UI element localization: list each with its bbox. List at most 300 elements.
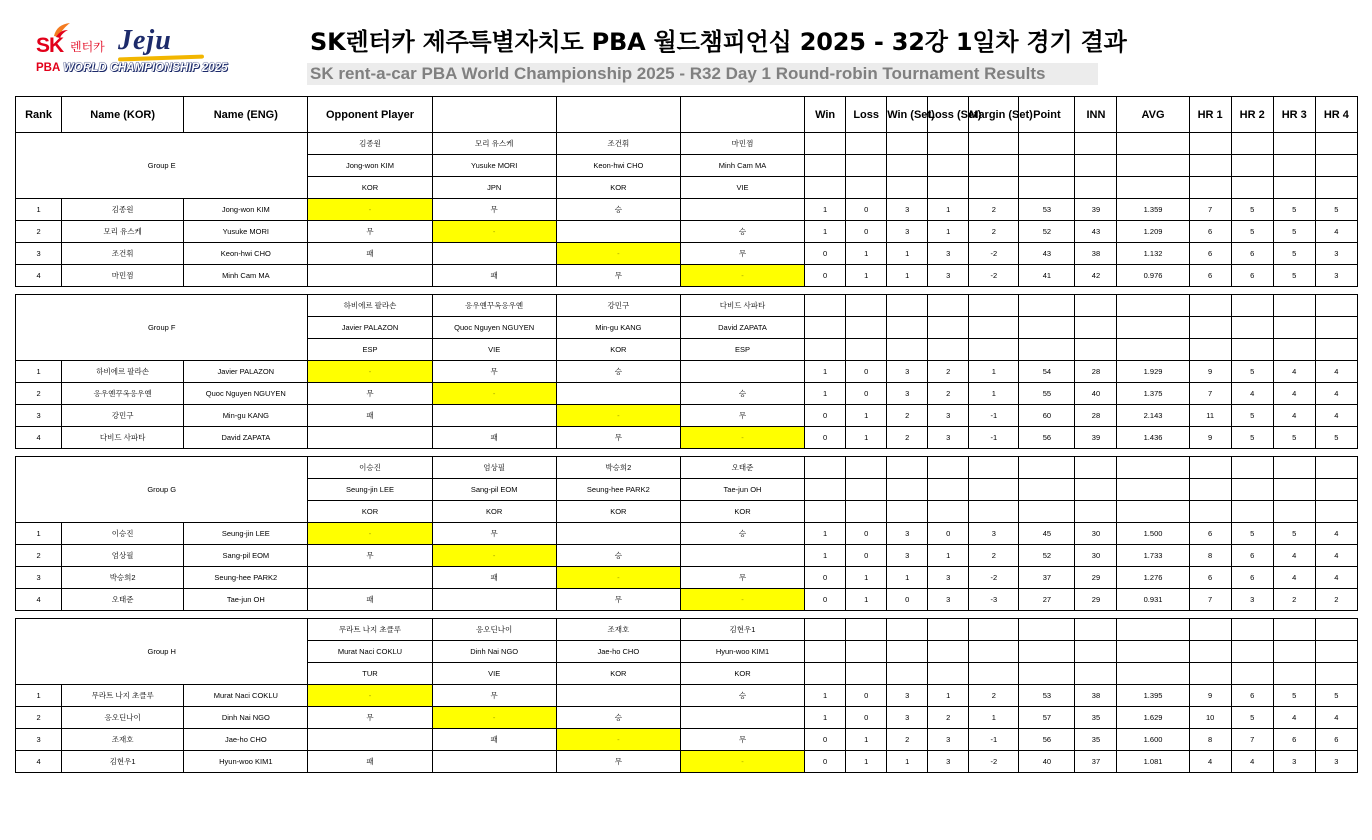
avg-cell: 1.081 xyxy=(1117,751,1189,773)
empty-stat-cell xyxy=(1019,317,1075,339)
margin-cell: -2 xyxy=(969,265,1019,287)
lset-cell: 1 xyxy=(928,221,969,243)
group-name: Group H xyxy=(16,619,308,685)
wset-cell: 3 xyxy=(887,199,928,221)
hr2-cell: 5 xyxy=(1231,707,1273,729)
match-result-cell: 패 xyxy=(432,427,556,449)
match-result-cell: 승 xyxy=(680,523,804,545)
empty-stat-cell xyxy=(1019,155,1075,177)
empty-stat-cell xyxy=(846,295,887,317)
hr3-cell: 5 xyxy=(1273,221,1315,243)
hr2-cell: 5 xyxy=(1231,523,1273,545)
win-cell: 1 xyxy=(805,199,846,221)
empty-stat-cell xyxy=(1315,339,1357,361)
loss-cell: 0 xyxy=(846,199,887,221)
margin-cell: 2 xyxy=(969,545,1019,567)
name-kor-cell: 하비에르 팔라손 xyxy=(62,361,184,383)
match-result-cell: 패 xyxy=(432,265,556,287)
win-cell: 1 xyxy=(805,221,846,243)
lset-cell: 3 xyxy=(928,567,969,589)
column-header xyxy=(432,97,556,133)
hr1-cell: 7 xyxy=(1189,383,1231,405)
wset-cell: 3 xyxy=(887,545,928,567)
margin-cell: 2 xyxy=(969,685,1019,707)
loss-cell: 1 xyxy=(846,729,887,751)
column-header: Loss (Set) xyxy=(928,97,969,133)
name-eng-cell: Yusuke MORI xyxy=(184,221,308,243)
results-table xyxy=(15,96,1358,773)
empty-stat-cell xyxy=(1315,317,1357,339)
table-row xyxy=(16,523,1358,545)
empty-stat-cell xyxy=(1075,133,1117,155)
empty-stat-cell xyxy=(969,619,1019,641)
wset-cell: 2 xyxy=(887,729,928,751)
win-cell: 1 xyxy=(805,685,846,707)
empty-stat-cell xyxy=(805,619,846,641)
hr3-cell: 5 xyxy=(1273,685,1315,707)
empty-stat-cell xyxy=(1315,663,1357,685)
wset-cell: 1 xyxy=(887,265,928,287)
empty-stat-cell xyxy=(1189,339,1231,361)
rank-cell: 4 xyxy=(16,427,62,449)
avg-cell: 1.276 xyxy=(1117,567,1189,589)
opponent-header-cell: KOR xyxy=(308,501,432,523)
empty-stat-cell xyxy=(1273,663,1315,685)
opponent-header-cell: 박승희2 xyxy=(556,457,680,479)
margin-cell: 1 xyxy=(969,383,1019,405)
hr1-cell: 7 xyxy=(1189,199,1231,221)
name-eng-cell: Seung-jin LEE xyxy=(184,523,308,545)
hr3-cell: 5 xyxy=(1273,523,1315,545)
match-result-cell xyxy=(432,589,556,611)
loss-cell: 1 xyxy=(846,265,887,287)
point-cell: 27 xyxy=(1019,589,1075,611)
point-cell: 37 xyxy=(1019,567,1075,589)
wset-cell: 3 xyxy=(887,685,928,707)
match-result-cell xyxy=(556,221,680,243)
column-header: Point xyxy=(1019,97,1075,133)
loss-cell: 1 xyxy=(846,405,887,427)
match-result-cell xyxy=(308,427,432,449)
match-result-cell: 무 xyxy=(680,405,804,427)
group-name: Group E xyxy=(16,133,308,199)
name-kor-cell: 조재호 xyxy=(62,729,184,751)
name-eng-cell: Murat Naci COKLU xyxy=(184,685,308,707)
column-header: HR 2 xyxy=(1231,97,1273,133)
avg-cell: 0.931 xyxy=(1117,589,1189,611)
opponent-header-cell: 다비드 사파타 xyxy=(680,295,804,317)
empty-stat-cell xyxy=(1231,339,1273,361)
opponent-header-cell: 김현우1 xyxy=(680,619,804,641)
inn-cell: 40 xyxy=(1075,383,1117,405)
hr4-cell: 6 xyxy=(1315,729,1357,751)
wset-cell: 3 xyxy=(887,361,928,383)
hr2-cell: 4 xyxy=(1231,383,1273,405)
loss-cell: 0 xyxy=(846,361,887,383)
empty-stat-cell xyxy=(1273,177,1315,199)
opponent-header-cell: 김종원 xyxy=(308,133,432,155)
hr1-cell: 6 xyxy=(1189,243,1231,265)
lset-cell: 1 xyxy=(928,685,969,707)
rank-cell: 4 xyxy=(16,589,62,611)
self-match-cell: - xyxy=(308,685,432,707)
empty-stat-cell xyxy=(1315,177,1357,199)
empty-stat-cell xyxy=(887,339,928,361)
empty-stat-cell xyxy=(1231,641,1273,663)
hr4-cell: 3 xyxy=(1315,265,1357,287)
opponent-header-cell: Jong-won KIM xyxy=(308,155,432,177)
match-result-cell: 무 xyxy=(556,589,680,611)
lset-cell: 3 xyxy=(928,427,969,449)
match-result-cell: 승 xyxy=(556,707,680,729)
empty-stat-cell xyxy=(887,155,928,177)
loss-cell: 1 xyxy=(846,589,887,611)
empty-stat-cell xyxy=(887,295,928,317)
opponent-header-cell: Murat Naci COKLU xyxy=(308,641,432,663)
empty-stat-cell xyxy=(887,641,928,663)
empty-stat-cell xyxy=(928,177,969,199)
inn-cell: 43 xyxy=(1075,221,1117,243)
logo-jeju: Jeju xyxy=(118,25,172,56)
match-result-cell: 승 xyxy=(680,221,804,243)
empty-stat-cell xyxy=(846,479,887,501)
point-cell: 45 xyxy=(1019,523,1075,545)
self-match-cell: - xyxy=(680,265,804,287)
empty-stat-cell xyxy=(928,133,969,155)
empty-stat-cell xyxy=(928,641,969,663)
name-eng-cell: Minh Cam MA xyxy=(184,265,308,287)
match-result-cell: 승 xyxy=(680,685,804,707)
opponent-header-cell: Quoc Nguyen NGUYEN xyxy=(432,317,556,339)
point-cell: 53 xyxy=(1019,199,1075,221)
self-match-cell: - xyxy=(680,751,804,773)
name-kor-cell: 무라트 나지 초클루 xyxy=(62,685,184,707)
loss-cell: 0 xyxy=(846,523,887,545)
margin-cell: 1 xyxy=(969,361,1019,383)
avg-cell: 1.359 xyxy=(1117,199,1189,221)
match-result-cell: 패 xyxy=(308,751,432,773)
hr4-cell: 5 xyxy=(1315,685,1357,707)
win-cell: 0 xyxy=(805,567,846,589)
empty-stat-cell xyxy=(805,295,846,317)
loss-cell: 0 xyxy=(846,685,887,707)
win-cell: 0 xyxy=(805,427,846,449)
separator-cell xyxy=(16,611,1358,619)
empty-stat-cell xyxy=(887,177,928,199)
self-match-cell: - xyxy=(308,199,432,221)
hr3-cell: 6 xyxy=(1273,729,1315,751)
group-header-row xyxy=(16,457,1358,479)
hr1-cell: 11 xyxy=(1189,405,1231,427)
empty-stat-cell xyxy=(846,155,887,177)
empty-stat-cell xyxy=(805,339,846,361)
opponent-header-cell: 강민구 xyxy=(556,295,680,317)
wset-cell: 3 xyxy=(887,523,928,545)
opponent-header-cell: ESP xyxy=(308,339,432,361)
margin-cell: -1 xyxy=(969,427,1019,449)
empty-stat-cell xyxy=(1075,177,1117,199)
hr4-cell: 5 xyxy=(1315,199,1357,221)
lset-cell: 3 xyxy=(928,265,969,287)
empty-stat-cell xyxy=(969,155,1019,177)
empty-stat-cell xyxy=(805,663,846,685)
empty-stat-cell xyxy=(805,155,846,177)
empty-stat-cell xyxy=(1075,663,1117,685)
rank-cell: 3 xyxy=(16,729,62,751)
opponent-header-cell: David ZAPATA xyxy=(680,317,804,339)
empty-stat-cell xyxy=(1231,177,1273,199)
group-separator xyxy=(16,611,1358,619)
win-cell: 0 xyxy=(805,405,846,427)
name-kor-cell: 응오딘나이 xyxy=(62,707,184,729)
empty-stat-cell xyxy=(887,457,928,479)
table-row xyxy=(16,265,1358,287)
empty-stat-cell xyxy=(1231,663,1273,685)
match-result-cell xyxy=(308,729,432,751)
empty-stat-cell xyxy=(969,641,1019,663)
hr1-cell: 10 xyxy=(1189,707,1231,729)
hr3-cell: 4 xyxy=(1273,405,1315,427)
match-result-cell: 패 xyxy=(308,243,432,265)
empty-stat-cell xyxy=(1019,663,1075,685)
empty-stat-cell xyxy=(846,619,887,641)
logo-sk: SK xyxy=(36,34,64,57)
hr4-cell: 4 xyxy=(1315,545,1357,567)
match-result-cell xyxy=(308,567,432,589)
lset-cell: 3 xyxy=(928,405,969,427)
hr3-cell: 5 xyxy=(1273,427,1315,449)
rank-cell: 3 xyxy=(16,243,62,265)
wset-cell: 3 xyxy=(887,221,928,243)
avg-cell: 1.209 xyxy=(1117,221,1189,243)
empty-stat-cell xyxy=(1315,501,1357,523)
hr4-cell: 4 xyxy=(1315,383,1357,405)
opponent-header-cell: 조건휘 xyxy=(556,133,680,155)
name-eng-cell: Min-gu KANG xyxy=(184,405,308,427)
column-header: HR 1 xyxy=(1189,97,1231,133)
self-match-cell: - xyxy=(680,589,804,611)
self-match-cell: - xyxy=(556,243,680,265)
opponent-header-cell: Minh Cam MA xyxy=(680,155,804,177)
win-cell: 0 xyxy=(805,751,846,773)
column-header: INN xyxy=(1075,97,1117,133)
match-result-cell xyxy=(556,685,680,707)
page-title-korean: SK렌터카 제주특별자치도 PBA 월드챔피언십 2025 - 32강 1일차 경기 결과 xyxy=(310,28,1127,56)
opponent-header-cell: 무라트 나지 초클루 xyxy=(308,619,432,641)
margin-cell: 2 xyxy=(969,199,1019,221)
hr2-cell: 6 xyxy=(1231,545,1273,567)
hr2-cell: 6 xyxy=(1231,685,1273,707)
empty-stat-cell xyxy=(887,501,928,523)
inn-cell: 39 xyxy=(1075,427,1117,449)
empty-stat-cell xyxy=(1273,339,1315,361)
hr2-cell: 7 xyxy=(1231,729,1273,751)
win-cell: 0 xyxy=(805,243,846,265)
point-cell: 57 xyxy=(1019,707,1075,729)
self-match-cell: - xyxy=(308,361,432,383)
win-cell: 0 xyxy=(805,265,846,287)
opponent-header-cell: JPN xyxy=(432,177,556,199)
match-result-cell: 패 xyxy=(432,729,556,751)
empty-stat-cell xyxy=(805,641,846,663)
rank-cell: 1 xyxy=(16,685,62,707)
wset-cell: 3 xyxy=(887,707,928,729)
match-result-cell xyxy=(680,199,804,221)
win-cell: 1 xyxy=(805,545,846,567)
column-header: Rank xyxy=(16,97,62,133)
match-result-cell: 무 xyxy=(432,199,556,221)
empty-stat-cell xyxy=(969,501,1019,523)
empty-stat-cell xyxy=(1075,619,1117,641)
hr3-cell: 4 xyxy=(1273,361,1315,383)
point-cell: 52 xyxy=(1019,221,1075,243)
empty-stat-cell xyxy=(1117,619,1189,641)
empty-stat-cell xyxy=(805,177,846,199)
hr4-cell: 4 xyxy=(1315,523,1357,545)
empty-stat-cell xyxy=(846,317,887,339)
rank-cell: 1 xyxy=(16,361,62,383)
rank-cell: 4 xyxy=(16,751,62,773)
empty-stat-cell xyxy=(887,619,928,641)
rank-cell: 1 xyxy=(16,523,62,545)
match-result-cell: 패 xyxy=(308,589,432,611)
hr1-cell: 9 xyxy=(1189,685,1231,707)
empty-stat-cell xyxy=(1075,155,1117,177)
name-eng-cell: Tae-jun OH xyxy=(184,589,308,611)
empty-stat-cell xyxy=(846,339,887,361)
logo-wc-text: WORLD CHAMPIONSHIP 2025 xyxy=(63,62,228,74)
self-match-cell: - xyxy=(308,523,432,545)
hr2-cell: 3 xyxy=(1231,589,1273,611)
group-separator xyxy=(16,287,1358,295)
hr4-cell: 4 xyxy=(1315,361,1357,383)
opponent-header-cell: KOR xyxy=(556,501,680,523)
empty-stat-cell xyxy=(1117,295,1189,317)
loss-cell: 1 xyxy=(846,427,887,449)
empty-stat-cell xyxy=(1189,457,1231,479)
lset-cell: 3 xyxy=(928,729,969,751)
opponent-header-cell: TUR xyxy=(308,663,432,685)
avg-cell: 1.395 xyxy=(1117,685,1189,707)
empty-stat-cell xyxy=(1273,133,1315,155)
empty-stat-cell xyxy=(928,339,969,361)
empty-stat-cell xyxy=(1273,155,1315,177)
column-header: Loss xyxy=(846,97,887,133)
match-result-cell xyxy=(680,361,804,383)
match-result-cell: 무 xyxy=(308,221,432,243)
empty-stat-cell xyxy=(1019,177,1075,199)
match-result-cell xyxy=(432,751,556,773)
rank-cell: 3 xyxy=(16,567,62,589)
name-kor-cell: 김종원 xyxy=(62,199,184,221)
avg-cell: 1.929 xyxy=(1117,361,1189,383)
hr3-cell: 3 xyxy=(1273,751,1315,773)
table-row xyxy=(16,589,1358,611)
opponent-header-cell: 마민껌 xyxy=(680,133,804,155)
hr3-cell: 5 xyxy=(1273,243,1315,265)
lset-cell: 3 xyxy=(928,589,969,611)
hr2-cell: 4 xyxy=(1231,751,1273,773)
empty-stat-cell xyxy=(1273,641,1315,663)
empty-stat-cell xyxy=(1117,457,1189,479)
empty-stat-cell xyxy=(928,317,969,339)
group-name: Group G xyxy=(16,457,308,523)
margin-cell: 3 xyxy=(969,523,1019,545)
point-cell: 41 xyxy=(1019,265,1075,287)
avg-cell: 1.600 xyxy=(1117,729,1189,751)
loss-cell: 0 xyxy=(846,383,887,405)
inn-cell: 37 xyxy=(1075,751,1117,773)
lset-cell: 2 xyxy=(928,361,969,383)
empty-stat-cell xyxy=(1117,317,1189,339)
wset-cell: 1 xyxy=(887,751,928,773)
hr4-cell: 2 xyxy=(1315,589,1357,611)
logo-rentacar: 렌터카 xyxy=(70,40,105,54)
inn-cell: 42 xyxy=(1075,265,1117,287)
hr2-cell: 5 xyxy=(1231,405,1273,427)
empty-stat-cell xyxy=(1231,479,1273,501)
empty-stat-cell xyxy=(1231,155,1273,177)
empty-stat-cell xyxy=(1315,155,1357,177)
win-cell: 1 xyxy=(805,707,846,729)
column-header: Opponent Player xyxy=(308,97,432,133)
empty-stat-cell xyxy=(1273,501,1315,523)
empty-stat-cell xyxy=(1019,457,1075,479)
inn-cell: 38 xyxy=(1075,685,1117,707)
empty-stat-cell xyxy=(1315,641,1357,663)
match-result-cell: 무 xyxy=(432,361,556,383)
match-result-cell xyxy=(556,383,680,405)
rank-cell: 2 xyxy=(16,383,62,405)
table-row xyxy=(16,199,1358,221)
hr3-cell: 4 xyxy=(1273,707,1315,729)
opponent-header-cell: Tae-jun OH xyxy=(680,479,804,501)
empty-stat-cell xyxy=(887,317,928,339)
empty-stat-cell xyxy=(1189,133,1231,155)
margin-cell: 1 xyxy=(969,707,1019,729)
opponent-header-cell: VIE xyxy=(680,177,804,199)
match-result-cell: 승 xyxy=(556,361,680,383)
empty-stat-cell xyxy=(928,155,969,177)
hr1-cell: 9 xyxy=(1189,427,1231,449)
name-eng-cell: Dinh Nai NGO xyxy=(184,707,308,729)
wset-cell: 3 xyxy=(887,383,928,405)
empty-stat-cell xyxy=(1019,619,1075,641)
column-header: HR 4 xyxy=(1315,97,1357,133)
empty-stat-cell xyxy=(1075,479,1117,501)
column-header: Win xyxy=(805,97,846,133)
name-eng-cell: Jong-won KIM xyxy=(184,199,308,221)
inn-cell: 35 xyxy=(1075,729,1117,751)
rank-cell: 3 xyxy=(16,405,62,427)
point-cell: 53 xyxy=(1019,685,1075,707)
empty-stat-cell xyxy=(969,295,1019,317)
match-result-cell xyxy=(680,707,804,729)
logo-world-championship xyxy=(36,62,228,74)
name-kor-cell: 이승진 xyxy=(62,523,184,545)
avg-cell: 1.132 xyxy=(1117,243,1189,265)
hr1-cell: 9 xyxy=(1189,361,1231,383)
table-row xyxy=(16,383,1358,405)
margin-cell: -2 xyxy=(969,751,1019,773)
empty-stat-cell xyxy=(887,663,928,685)
hr1-cell: 7 xyxy=(1189,589,1231,611)
hr4-cell: 4 xyxy=(1315,707,1357,729)
avg-cell: 1.629 xyxy=(1117,707,1189,729)
name-eng-cell: Javier PALAZON xyxy=(184,361,308,383)
inn-cell: 29 xyxy=(1075,567,1117,589)
empty-stat-cell xyxy=(969,663,1019,685)
